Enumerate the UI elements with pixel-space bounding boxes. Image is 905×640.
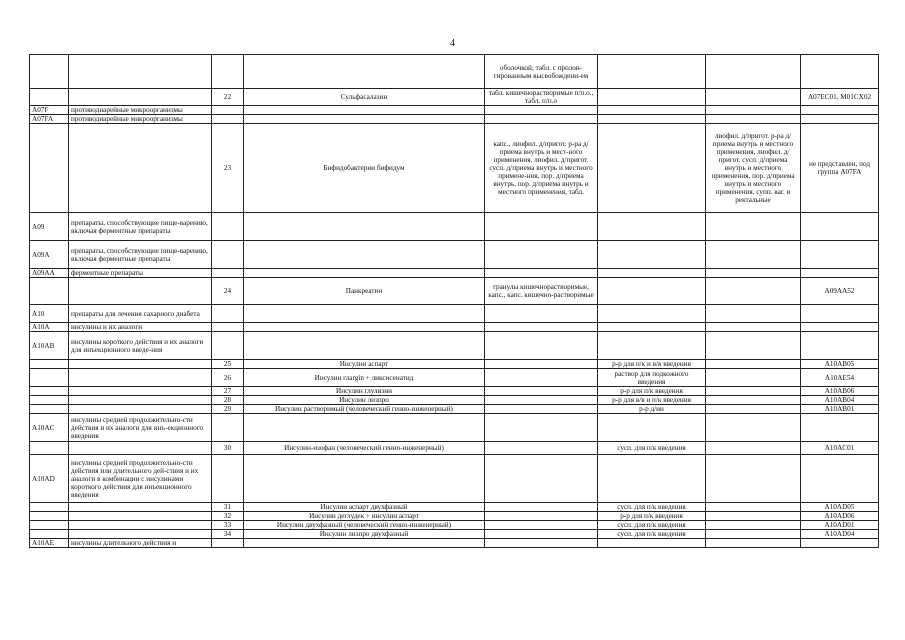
dosage-form-cell-3 bbox=[706, 360, 801, 369]
atc-reference-cell bbox=[801, 115, 879, 124]
drug-name-cell: Инсулин двухфазный (человеческий генно-инженерный) bbox=[244, 521, 485, 530]
row-number-cell bbox=[212, 213, 244, 241]
dosage-form-cell-2: сусп. для п/к введения bbox=[598, 521, 706, 530]
group-description-cell bbox=[69, 387, 212, 396]
atc-reference-cell: A10AB06 bbox=[801, 387, 879, 396]
atc-reference-cell: A09AA52 bbox=[801, 278, 879, 305]
atc-code-cell bbox=[30, 124, 69, 213]
dosage-form-cell bbox=[485, 332, 598, 360]
dosage-form-cell: оболочкой; табл. с пролон-гированным высвобождени-ем bbox=[485, 55, 598, 89]
drug-name-cell bbox=[244, 269, 485, 278]
table-row bbox=[30, 106, 879, 115]
drug-name-cell bbox=[244, 305, 485, 323]
atc-reference-cell: A10AB01 bbox=[801, 405, 879, 414]
group-description-cell bbox=[69, 89, 212, 106]
drug-name-cell bbox=[244, 106, 485, 115]
drug-name-cell: Инсулин глулизин bbox=[244, 387, 485, 396]
table-row bbox=[30, 369, 879, 387]
atc-code-cell: A10AC bbox=[30, 414, 69, 442]
dosage-form-cell-3 bbox=[706, 539, 801, 548]
atc-reference-cell: A10AB05 bbox=[801, 360, 879, 369]
table-row bbox=[30, 332, 879, 360]
drug-name-cell bbox=[244, 539, 485, 548]
atc-code-cell: A10AD bbox=[30, 455, 69, 503]
group-description-cell bbox=[69, 405, 212, 414]
group-description-cell: препараты, способствующие пище-варению, включая ферментные препараты bbox=[69, 213, 212, 241]
atc-reference-cell bbox=[801, 55, 879, 89]
atc-code-cell: A09 bbox=[30, 213, 69, 241]
drug-name-cell: Бифидобактерии бифидум bbox=[244, 124, 485, 213]
row-number-cell bbox=[212, 241, 244, 269]
dosage-form-cell-3 bbox=[706, 369, 801, 387]
dosage-form-cell-3 bbox=[706, 414, 801, 442]
drug-name-cell: Инсулин-изофан (человеческий генно-инженерный) bbox=[244, 442, 485, 455]
drug-name-cell: Инсулин деглудек + инсулин аспарт bbox=[244, 512, 485, 521]
dosage-form-cell bbox=[485, 503, 598, 512]
dosage-form-cell-2 bbox=[598, 213, 706, 241]
group-description-cell bbox=[69, 369, 212, 387]
row-number-cell: 23 bbox=[212, 124, 244, 213]
atc-reference-cell bbox=[801, 539, 879, 548]
group-description-cell bbox=[69, 442, 212, 455]
dosage-form-cell-2 bbox=[598, 106, 706, 115]
dosage-form-cell-3 bbox=[706, 512, 801, 521]
drug-name-cell: Сульфасалазин bbox=[244, 89, 485, 106]
dosage-form-cell bbox=[485, 106, 598, 115]
table-row bbox=[30, 414, 879, 442]
atc-reference-cell: A10AB04 bbox=[801, 396, 879, 405]
atc-reference-cell: A07EC01, M01CX02 bbox=[801, 89, 879, 106]
dosage-form-cell bbox=[485, 115, 598, 124]
table-row bbox=[30, 442, 879, 455]
dosage-form-cell bbox=[485, 369, 598, 387]
dosage-form-cell bbox=[485, 414, 598, 442]
atc-reference-cell: A10AE54 bbox=[801, 369, 879, 387]
group-description-cell bbox=[69, 503, 212, 512]
atc-reference-cell: A10AD05 bbox=[801, 503, 879, 512]
dosage-form-cell-2: р-р для п/к и в/в введения bbox=[598, 360, 706, 369]
row-number-cell: 27 bbox=[212, 387, 244, 396]
drug-list-table bbox=[29, 54, 879, 548]
dosage-form-cell-2: р-р для п/к введения bbox=[598, 512, 706, 521]
dosage-form-cell-3 bbox=[706, 278, 801, 305]
drug-name-cell: Инсулин растворимый (человеческий генно-инженерный) bbox=[244, 405, 485, 414]
group-description-cell: противодиарейные микроорганизмы bbox=[69, 106, 212, 115]
atc-reference-cell bbox=[801, 323, 879, 332]
dosage-form-cell bbox=[485, 213, 598, 241]
dosage-form-cell-2 bbox=[598, 332, 706, 360]
atc-code-cell bbox=[30, 503, 69, 512]
dosage-form-cell bbox=[485, 442, 598, 455]
dosage-form-cell-2 bbox=[598, 241, 706, 269]
atc-code-cell bbox=[30, 55, 69, 89]
row-number-cell: 25 bbox=[212, 360, 244, 369]
table-row bbox=[30, 387, 879, 396]
atc-reference-cell bbox=[801, 213, 879, 241]
dosage-form-cell-3 bbox=[706, 55, 801, 89]
dosage-form-cell-3 bbox=[706, 405, 801, 414]
atc-code-cell bbox=[30, 512, 69, 521]
dosage-form-cell-3 bbox=[706, 269, 801, 278]
dosage-form-cell: табл. кишечнорастворимые п/п.о., табл. п/п.о bbox=[485, 89, 598, 106]
drug-name-cell bbox=[244, 323, 485, 332]
atc-code-cell: A07FA bbox=[30, 115, 69, 124]
row-number-cell bbox=[212, 332, 244, 360]
group-description-cell: препараты, способствующие пище-варению, включая ферментные препараты bbox=[69, 241, 212, 269]
dosage-form-cell bbox=[485, 405, 598, 414]
atc-reference-cell: не представлен, под группа A07FA bbox=[801, 124, 879, 213]
drug-name-cell bbox=[244, 414, 485, 442]
atc-code-cell bbox=[30, 387, 69, 396]
row-number-cell: 30 bbox=[212, 442, 244, 455]
group-description-cell bbox=[69, 512, 212, 521]
row-number-cell: 33 bbox=[212, 521, 244, 530]
dosage-form-cell-3 bbox=[706, 455, 801, 503]
group-description-cell bbox=[69, 530, 212, 539]
atc-reference-cell: A10AD04 bbox=[801, 530, 879, 539]
table-row bbox=[30, 455, 879, 503]
drug-name-cell bbox=[244, 455, 485, 503]
atc-reference-cell bbox=[801, 455, 879, 503]
group-description-cell: инсулины длительного действия и bbox=[69, 539, 212, 548]
table-row bbox=[30, 213, 879, 241]
row-number-cell bbox=[212, 539, 244, 548]
dosage-form-cell-2 bbox=[598, 278, 706, 305]
dosage-form-cell-3 bbox=[706, 213, 801, 241]
dosage-form-cell-3 bbox=[706, 323, 801, 332]
drug-name-cell: Инсулин аспарт двухфазный bbox=[244, 503, 485, 512]
dosage-form-cell-2 bbox=[598, 305, 706, 323]
row-number-cell: 29 bbox=[212, 405, 244, 414]
row-number-cell: 31 bbox=[212, 503, 244, 512]
drug-name-cell bbox=[244, 332, 485, 360]
dosage-form-cell bbox=[485, 241, 598, 269]
atc-code-cell: A10AE bbox=[30, 539, 69, 548]
dosage-form-cell-2 bbox=[598, 323, 706, 332]
dosage-form-cell bbox=[485, 396, 598, 405]
group-description-cell: инсулины средней продолжительно-сти действия и их аналоги для инъ-екционного введения bbox=[69, 414, 212, 442]
dosage-form-cell-2 bbox=[598, 55, 706, 89]
atc-code-cell: A09A bbox=[30, 241, 69, 269]
dosage-form-cell-2: р-р д/ин bbox=[598, 405, 706, 414]
dosage-form-cell-3 bbox=[706, 442, 801, 455]
dosage-form-cell-3 bbox=[706, 530, 801, 539]
dosage-form-cell-3 bbox=[706, 115, 801, 124]
atc-reference-cell bbox=[801, 305, 879, 323]
dosage-form-cell-2: сусп. для п/к введения bbox=[598, 442, 706, 455]
drug-name-cell bbox=[244, 213, 485, 241]
row-number-cell: 24 bbox=[212, 278, 244, 305]
drug-name-cell: Панкреатин bbox=[244, 278, 485, 305]
row-number-cell bbox=[212, 106, 244, 115]
dosage-form-cell-3 bbox=[706, 241, 801, 269]
row-number-cell bbox=[212, 115, 244, 124]
drug-name-cell bbox=[244, 55, 485, 89]
dosage-form-cell-2: сусп. для п/к введения bbox=[598, 503, 706, 512]
group-description-cell: препараты для лечения сахарного диабета bbox=[69, 305, 212, 323]
dosage-form-cell-3 bbox=[706, 521, 801, 530]
dosage-form-cell bbox=[485, 305, 598, 323]
atc-code-cell bbox=[30, 278, 69, 305]
dosage-form-cell-2: р-р для п/к введения bbox=[598, 387, 706, 396]
dosage-form-cell: гранулы кишечнорастворимые, капс., капс. кишечно-растворимые bbox=[485, 278, 598, 305]
dosage-form-cell-3 bbox=[706, 503, 801, 512]
dosage-form-cell-3: лиофил. д/пригот. р-ра д/приема внутрь и местного применения, лиофил. д/пригот. сусп. д/приема внутрь и местного применения, пор. д/приема внутрь и местного применения, супп. ваг. и ректальные bbox=[706, 124, 801, 213]
table-row bbox=[30, 503, 879, 512]
table-row bbox=[30, 521, 879, 530]
dosage-form-cell-3 bbox=[706, 387, 801, 396]
table-row bbox=[30, 55, 879, 89]
atc-reference-cell bbox=[801, 241, 879, 269]
atc-reference-cell bbox=[801, 106, 879, 115]
row-number-cell bbox=[212, 414, 244, 442]
drug-name-cell bbox=[244, 115, 485, 124]
table-row bbox=[30, 115, 879, 124]
table-row bbox=[30, 124, 879, 213]
dosage-form-cell bbox=[485, 455, 598, 503]
row-number-cell bbox=[212, 305, 244, 323]
dosage-form-cell bbox=[485, 521, 598, 530]
dosage-form-cell-3 bbox=[706, 396, 801, 405]
group-description-cell: инсулины и их аналоги bbox=[69, 323, 212, 332]
dosage-form-cell: капс., лиофил. д/пригот. р-ра д/приема внутрь и мест-ного применения, лиофил. д/пригот. сусп. д/приема внутрь и местного примене-ния, пор. д/приема внутрь, пор. д/приема внутрь и местного применения, табл. bbox=[485, 124, 598, 213]
atc-reference-cell bbox=[801, 332, 879, 360]
atc-reference-cell: A10AD06 bbox=[801, 512, 879, 521]
group-description-cell bbox=[69, 278, 212, 305]
table-row bbox=[30, 405, 879, 414]
group-description-cell: противодиарейные микроорганизмы bbox=[69, 115, 212, 124]
table-row bbox=[30, 539, 879, 548]
atc-code-cell bbox=[30, 360, 69, 369]
atc-code-cell: A10A bbox=[30, 323, 69, 332]
dosage-form-cell bbox=[485, 269, 598, 278]
dosage-form-cell-2 bbox=[598, 115, 706, 124]
dosage-form-cell-2 bbox=[598, 455, 706, 503]
atc-code-cell: A10AB bbox=[30, 332, 69, 360]
dosage-form-cell-2: р-р для в/в и п/к введения bbox=[598, 396, 706, 405]
atc-code-cell bbox=[30, 369, 69, 387]
row-number-cell bbox=[212, 55, 244, 89]
dosage-form-cell-3 bbox=[706, 89, 801, 106]
dosage-form-cell bbox=[485, 387, 598, 396]
atc-reference-cell bbox=[801, 414, 879, 442]
page-number: 4 bbox=[450, 38, 455, 49]
atc-code-cell bbox=[30, 396, 69, 405]
dosage-form-cell bbox=[485, 360, 598, 369]
table-row bbox=[30, 269, 879, 278]
atc-code-cell bbox=[30, 442, 69, 455]
dosage-form-cell-3 bbox=[706, 332, 801, 360]
atc-code-cell bbox=[30, 530, 69, 539]
atc-reference-cell: A10AD01 bbox=[801, 521, 879, 530]
atc-code-cell bbox=[30, 405, 69, 414]
row-number-cell: 32 bbox=[212, 512, 244, 521]
dosage-form-cell-2 bbox=[598, 539, 706, 548]
dosage-form-cell-2: раствор для подкожного введения bbox=[598, 369, 706, 387]
dosage-form-cell-2 bbox=[598, 414, 706, 442]
atc-code-cell: A09AA bbox=[30, 269, 69, 278]
table-row bbox=[30, 89, 879, 106]
row-number-cell bbox=[212, 269, 244, 278]
atc-code-cell bbox=[30, 521, 69, 530]
dosage-form-cell bbox=[485, 512, 598, 521]
drug-name-cell: Инсулин аспарт bbox=[244, 360, 485, 369]
drug-name-cell bbox=[244, 241, 485, 269]
group-description-cell: инсулины короткого действия и их аналоги для инъекционного введе-ния bbox=[69, 332, 212, 360]
dosage-form-cell bbox=[485, 539, 598, 548]
table-row bbox=[30, 323, 879, 332]
group-description-cell bbox=[69, 396, 212, 405]
atc-code-cell bbox=[30, 89, 69, 106]
group-description-cell bbox=[69, 124, 212, 213]
atc-reference-cell bbox=[801, 269, 879, 278]
table-row bbox=[30, 530, 879, 539]
table-row bbox=[30, 360, 879, 369]
dosage-form-cell-3 bbox=[706, 305, 801, 323]
table-row bbox=[30, 305, 879, 323]
row-number-cell: 26 bbox=[212, 369, 244, 387]
drug-name-cell: Инсулин лизпро двухфазный bbox=[244, 530, 485, 539]
atc-reference-cell: A10AC01 bbox=[801, 442, 879, 455]
table-row bbox=[30, 396, 879, 405]
group-description-cell: ферментные препараты bbox=[69, 269, 212, 278]
drug-name-cell: Инсулин глargin + ликсисенатид bbox=[244, 369, 485, 387]
drug-name-cell: Инсулин лизпро bbox=[244, 396, 485, 405]
dosage-form-cell-2 bbox=[598, 269, 706, 278]
group-description-cell bbox=[69, 360, 212, 369]
table-row bbox=[30, 241, 879, 269]
group-description-cell: инсулины средней продолжительно-сти действия или длительного дей-ствия и их аналоги в комбинации с инсулинами короткого действия для инъекционного введения bbox=[69, 455, 212, 503]
row-number-cell: 34 bbox=[212, 530, 244, 539]
atc-code-cell: A10 bbox=[30, 305, 69, 323]
row-number-cell: 22 bbox=[212, 89, 244, 106]
dosage-form-cell bbox=[485, 530, 598, 539]
table-row bbox=[30, 512, 879, 521]
dosage-form-cell-3 bbox=[706, 106, 801, 115]
row-number-cell: 28 bbox=[212, 396, 244, 405]
dosage-form-cell bbox=[485, 323, 598, 332]
dosage-form-cell-2 bbox=[598, 124, 706, 213]
group-description-cell bbox=[69, 521, 212, 530]
dosage-form-cell-2 bbox=[598, 89, 706, 106]
row-number-cell bbox=[212, 323, 244, 332]
group-description-cell bbox=[69, 55, 212, 89]
atc-code-cell: A07F bbox=[30, 106, 69, 115]
row-number-cell bbox=[212, 455, 244, 503]
dosage-form-cell-2: сусп. для п/к введения bbox=[598, 530, 706, 539]
table-row bbox=[30, 278, 879, 305]
